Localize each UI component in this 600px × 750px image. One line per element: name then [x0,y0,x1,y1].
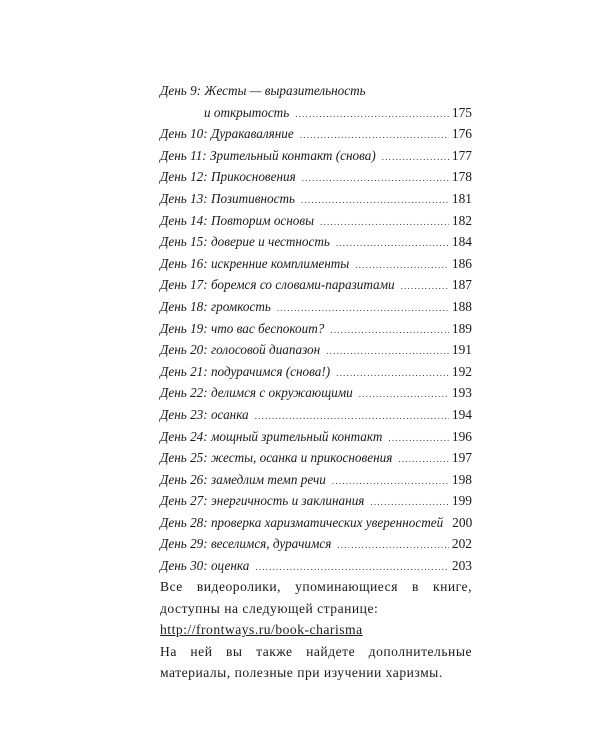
dot-leader [255,406,449,428]
toc-entry-title: День 10: Дуракаваляние [160,126,294,142]
toc-entry-title: День 18: громкость [160,298,271,314]
toc-entry-title: День 29: веселимся, дурачимся [160,536,332,552]
toc-entry-page: 202 [451,536,472,552]
toc-entry [160,274,472,296]
toc-entry-title-continued: и открытость [204,104,290,120]
toc-entry [160,512,472,534]
toc-entry-page: 184 [451,234,472,250]
toc-entry [160,490,472,512]
toc-entry [160,210,472,232]
dot-leader [326,341,449,363]
table-of-contents [160,80,472,577]
note-outro: На ней вы также найдете дополнительные материалы, полезные при изучении харизмы. [160,643,472,681]
toc-entry-page: 178 [451,169,472,185]
dot-leader [320,212,449,234]
dot-leader [401,276,449,298]
toc-entry [160,145,472,167]
toc-entry-title: День 19: что вас беспокоит? [160,320,325,336]
toc-entry-page: 189 [451,320,472,336]
dot-leader [330,320,449,342]
toc-entry-title: День 20: голосовой диапазон [160,342,321,358]
toc-entry-title: День 21: подурачимся (снова!) [160,363,331,379]
dot-leader [336,363,449,385]
toc-entry-page: 177 [451,147,472,163]
toc-entry-page: 194 [451,406,472,422]
toc-entry-page: 188 [451,298,472,314]
dot-leader [355,255,449,277]
toc-entry-title: День 23: осанка [160,406,249,422]
toc-entry [160,533,472,555]
toc-entry [160,469,472,491]
toc-entry [160,555,472,577]
toc-entry-title: День 28: проверка харизматических уверенностей [160,514,444,530]
toc-entry-page: 175 [451,104,472,120]
dot-leader [359,384,449,406]
toc-entry-page: 186 [451,255,472,271]
toc-entry [160,382,472,404]
toc-entry-day-9 [160,80,472,123]
note-intro: Все видеоролики, упоминающиеся в книге, доступны на следующей странице: [160,579,472,616]
toc-entry-page: 192 [451,363,472,379]
toc-entry-page: 198 [451,471,472,487]
toc-entry-page: 196 [451,428,472,444]
dot-leader [301,190,449,212]
toc-entry [160,188,472,210]
toc-entry-page: 203 [451,558,472,574]
toc-entry-page: 199 [451,493,472,509]
toc-entry-title: День 27: энергичность и заклинания [160,493,365,509]
dot-leader [277,298,449,320]
toc-entry-page: 193 [451,385,472,401]
toc-entry [160,361,472,383]
toc-entry [160,318,472,340]
toc-entry-title: День 14: Повторим основы [160,212,315,228]
toc-entry [160,339,472,361]
toc-entry [160,426,472,448]
toc-entry [160,166,472,188]
toc-entry-page: 181 [451,190,472,206]
toc-entry-page: 200 [452,514,473,530]
toc-entry [160,231,472,253]
toc-entry-title: День 24: мощный зрительный контакт [160,428,383,444]
dot-leader [398,449,449,471]
toc-entry-page: 187 [451,277,472,293]
toc-entry-title: День 25: жесты, осанка и прикосновения [160,450,393,466]
toc-entry-title: День 12: Прикосновения [160,169,296,185]
toc-entry-title: День 16: искренние комплименты [160,255,350,271]
toc-entry [160,296,472,318]
dot-leader [302,168,449,190]
toc-entry-title: День 17: боремся со словами-паразитами [160,277,395,293]
note-link[interactable]: http://frontways.ru/book-charisma [160,622,363,638]
toc-entry-title: День 11: Зрительный контакт (снова) [160,147,376,163]
toc-entry [160,253,472,275]
dot-leader [300,125,449,147]
toc-entry-title: День 26: замедлим темп речи [160,471,326,487]
toc-entry-page: 191 [451,342,472,358]
toc-entry [160,404,472,426]
toc-entry-page: 176 [451,126,472,142]
video-note [160,576,472,684]
dot-leader [388,428,449,450]
toc-entry-page: 182 [451,212,472,228]
dot-leader [337,535,449,557]
dot-leader [295,104,449,126]
toc-entry-title: День 9: Жесты — выразительность [160,83,366,98]
dot-leader [382,147,449,169]
toc-entry-page: 197 [451,450,472,466]
toc-entry-title: День 30: оценка [160,558,250,574]
toc-entry-title: День 15: доверие и честность [160,234,330,250]
dot-leader [336,233,449,255]
toc-entry [160,447,472,469]
toc-entry-title: День 13: Позитивность [160,190,295,206]
toc-entry-title: День 22: делимся с окружающими [160,385,353,401]
dot-leader [332,471,449,493]
dot-leader [370,492,448,514]
toc-entry [160,123,472,145]
toc-entry-list [160,123,472,576]
